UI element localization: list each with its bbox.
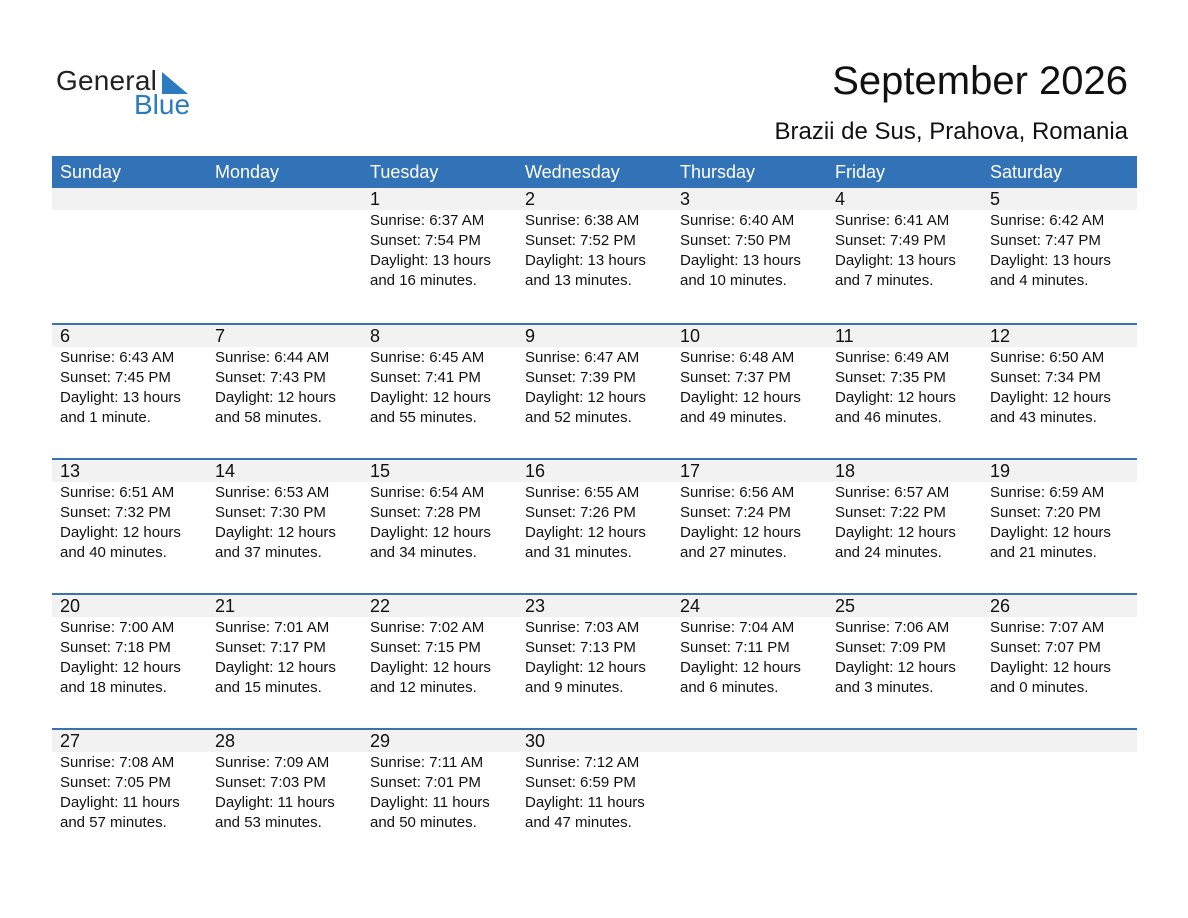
daylight-text: Daylight: 13 hours [835,252,956,269]
daylight-text: Daylight: 12 hours [680,389,801,406]
sun-info [982,617,1137,698]
daylight-text: Daylight: 12 hours [680,659,801,676]
daylight-minutes-text: and 15 minutes. [215,679,322,696]
day-number-band [672,460,827,482]
day-number-band [982,460,1137,482]
empty-day-cell [827,730,982,863]
day-number: 16 [525,461,546,481]
day-cell [207,595,362,728]
day-number: 11 [835,326,854,346]
sun-info [517,752,672,833]
sunset-text: Sunset: 7:54 PM [370,232,481,249]
daylight-minutes-text: and 49 minutes. [680,409,787,426]
day-number: 28 [215,731,236,751]
brand-logo [56,64,206,120]
day-number: 2 [525,189,536,209]
day-number: 30 [525,731,546,751]
daylight-minutes-text: and 31 minutes. [525,544,632,561]
sunset-text: Sunset: 7:35 PM [835,369,946,386]
day-number: 3 [680,189,691,209]
sunset-text: Sunset: 7:52 PM [525,232,636,249]
day-cell [827,460,982,593]
weekday-header-row [52,156,1137,188]
day-number: 5 [990,189,1001,209]
day-number-band [827,595,982,617]
weekday-header: Saturday [990,162,1063,182]
sun-info [517,482,672,563]
day-number: 1 [370,189,381,209]
sunrise-text: Sunrise: 6:44 AM [215,349,330,366]
day-number-band [827,188,982,210]
sunrise-text: Sunrise: 6:49 AM [835,349,950,366]
day-cell [207,460,362,593]
sunrise-text: Sunrise: 6:51 AM [60,484,175,501]
day-cell [517,595,672,728]
daylight-text: Daylight: 12 hours [525,659,646,676]
sunset-text: Sunset: 6:59 PM [525,774,636,791]
sunset-text: Sunset: 7:47 PM [990,232,1101,249]
day-number: 27 [60,731,81,751]
day-number: 14 [215,461,236,481]
sunrise-text: Sunrise: 6:53 AM [215,484,330,501]
sun-info [827,617,982,698]
empty-day-cell [207,188,362,323]
sunrise-text: Sunrise: 7:06 AM [835,619,950,636]
daylight-minutes-text: and 37 minutes. [215,544,322,561]
day-cell [52,325,207,458]
week-row [52,323,1137,458]
sunrise-text: Sunrise: 6:48 AM [680,349,795,366]
day-number: 29 [370,731,391,751]
daylight-text: Daylight: 12 hours [215,389,336,406]
daylight-text: Daylight: 12 hours [990,389,1111,406]
daylight-minutes-text: and 47 minutes. [525,814,632,831]
week-row [52,728,1137,863]
day-number-band [207,730,362,752]
sun-info [982,210,1137,291]
daylight-minutes-text: and 6 minutes. [680,679,779,696]
daylight-text: Daylight: 12 hours [370,389,491,406]
sunrise-text: Sunrise: 7:08 AM [60,754,175,771]
sun-info [517,210,672,291]
empty-day-cell [982,730,1137,863]
daylight-text: Daylight: 13 hours [680,252,801,269]
sunrise-text: Sunrise: 6:37 AM [370,212,485,229]
day-number-band [52,325,207,347]
daylight-minutes-text: and 3 minutes. [835,679,934,696]
sunset-text: Sunset: 7:24 PM [680,504,791,521]
daylight-minutes-text: and 13 minutes. [525,272,632,289]
day-number-band [982,730,1137,752]
sun-info [52,347,207,428]
day-cell [52,595,207,728]
sunrise-text: Sunrise: 7:07 AM [990,619,1105,636]
sun-info [207,482,362,563]
daylight-text: Daylight: 11 hours [370,794,490,811]
sunset-text: Sunset: 7:03 PM [215,774,326,791]
daylight-minutes-text: and 50 minutes. [370,814,477,831]
day-number: 8 [370,326,381,346]
day-number-band [827,730,982,752]
day-cell [207,325,362,458]
day-cell [982,325,1137,458]
day-number-band [672,325,827,347]
day-number-band [362,460,517,482]
daylight-text: Daylight: 12 hours [370,524,491,541]
day-number: 19 [990,461,1011,481]
sunset-text: Sunset: 7:22 PM [835,504,946,521]
day-cell [362,460,517,593]
weekday-header: Wednesday [525,162,620,182]
daylight-text: Daylight: 13 hours [990,252,1111,269]
sunset-text: Sunset: 7:05 PM [60,774,171,791]
day-number: 24 [680,596,701,616]
daylight-text: Daylight: 12 hours [525,524,646,541]
sunrise-text: Sunrise: 7:00 AM [60,619,175,636]
day-number-band [517,325,672,347]
sunrise-text: Sunrise: 7:11 AM [370,754,484,771]
sunset-text: Sunset: 7:32 PM [60,504,171,521]
sunrise-text: Sunrise: 7:03 AM [525,619,640,636]
sunset-text: Sunset: 7:26 PM [525,504,636,521]
sunset-text: Sunset: 7:15 PM [370,639,481,656]
daylight-minutes-text: and 57 minutes. [60,814,167,831]
day-cell [517,188,672,323]
day-number: 20 [60,596,81,616]
sun-info [207,752,362,833]
day-number-band [362,730,517,752]
page-title: September 2026 [832,59,1128,103]
sun-info [52,752,207,833]
weekday-header: Monday [215,162,280,182]
sunset-text: Sunset: 7:11 PM [680,639,790,656]
sun-info [982,482,1137,563]
sunset-text: Sunset: 7:18 PM [60,639,171,656]
sunrise-text: Sunrise: 7:09 AM [215,754,330,771]
day-cell [827,188,982,323]
day-number: 9 [525,326,536,346]
sun-info [827,210,982,291]
day-cell [982,188,1137,323]
day-number-band [207,460,362,482]
sun-info [517,617,672,698]
sunset-text: Sunset: 7:07 PM [990,639,1101,656]
day-number: 10 [680,326,701,346]
logo-text-blue: Blue [134,89,191,120]
day-cell [827,595,982,728]
daylight-text: Daylight: 13 hours [525,252,646,269]
sunset-text: Sunset: 7:43 PM [215,369,326,386]
sunset-text: Sunset: 7:13 PM [525,639,636,656]
daylight-minutes-text: and 52 minutes. [525,409,632,426]
sun-info [52,617,207,698]
daylight-text: Daylight: 12 hours [370,659,491,676]
sun-info [362,347,517,428]
calendar-grid [52,156,1137,863]
sun-info [982,347,1137,428]
weekday-header: Thursday [680,162,756,182]
sun-info [362,752,517,833]
daylight-text: Daylight: 12 hours [215,659,336,676]
day-number: 18 [835,461,856,481]
daylight-minutes-text: and 4 minutes. [990,272,1089,289]
daylight-text: Daylight: 13 hours [370,252,491,269]
sunrise-text: Sunrise: 6:47 AM [525,349,640,366]
day-number: 7 [215,326,226,346]
day-cell [517,730,672,863]
day-cell [362,325,517,458]
sunset-text: Sunset: 7:37 PM [680,369,791,386]
empty-day-cell [52,188,207,323]
sunset-text: Sunset: 7:20 PM [990,504,1101,521]
day-cell [517,325,672,458]
day-number: 15 [370,461,391,481]
sun-info [672,482,827,563]
daylight-minutes-text: and 27 minutes. [680,544,787,561]
sunrise-text: Sunrise: 6:56 AM [680,484,795,501]
daylight-text: Daylight: 12 hours [680,524,801,541]
day-number: 23 [525,596,546,616]
sunrise-text: Sunrise: 7:02 AM [370,619,485,636]
day-number: 12 [990,326,1011,346]
sun-info [52,482,207,563]
sunset-text: Sunset: 7:28 PM [370,504,481,521]
sun-info [362,617,517,698]
sun-info [517,347,672,428]
sunrise-text: Sunrise: 6:38 AM [525,212,640,229]
daylight-text: Daylight: 12 hours [990,659,1111,676]
sun-info [362,210,517,291]
day-number-band [672,595,827,617]
weekday-header: Tuesday [370,162,439,182]
day-number: 17 [680,461,701,481]
sunset-text: Sunset: 7:17 PM [215,639,326,656]
day-number-band [982,188,1137,210]
day-cell [827,325,982,458]
day-number-band [207,188,362,210]
sunrise-text: Sunrise: 6:50 AM [990,349,1105,366]
daylight-minutes-text: and 16 minutes. [370,272,477,289]
day-number-band [362,595,517,617]
sunset-text: Sunset: 7:41 PM [370,369,481,386]
day-number-band [982,595,1137,617]
day-number-band [52,730,207,752]
sunset-text: Sunset: 7:30 PM [215,504,326,521]
day-cell [982,595,1137,728]
daylight-text: Daylight: 12 hours [60,524,181,541]
day-cell [672,325,827,458]
sun-info [827,347,982,428]
daylight-text: Daylight: 12 hours [60,659,181,676]
day-cell [517,460,672,593]
sunrise-text: Sunrise: 6:40 AM [680,212,795,229]
day-number-band [207,595,362,617]
daylight-minutes-text: and 34 minutes. [370,544,477,561]
daylight-minutes-text: and 0 minutes. [990,679,1089,696]
daylight-minutes-text: and 40 minutes. [60,544,167,561]
sunset-text: Sunset: 7:39 PM [525,369,636,386]
daylight-text: Daylight: 11 hours [60,794,180,811]
day-number: 13 [60,461,81,481]
daylight-minutes-text: and 12 minutes. [370,679,477,696]
daylight-text: Daylight: 11 hours [525,794,645,811]
sunset-text: Sunset: 7:34 PM [990,369,1101,386]
sunrise-text: Sunrise: 6:41 AM [835,212,950,229]
day-number-band [672,188,827,210]
sun-info [672,210,827,291]
day-number-band [982,325,1137,347]
daylight-minutes-text: and 7 minutes. [835,272,934,289]
sun-info [362,482,517,563]
sunrise-text: Sunrise: 7:12 AM [525,754,640,771]
sunset-text: Sunset: 7:49 PM [835,232,946,249]
day-number-band [362,325,517,347]
day-cell [207,730,362,863]
sunrise-text: Sunrise: 6:42 AM [990,212,1105,229]
daylight-minutes-text: and 1 minute. [60,409,151,426]
day-cell [362,595,517,728]
logo-text-general: General [56,65,158,96]
daylight-minutes-text: and 21 minutes. [990,544,1097,561]
weekday-header: Friday [835,162,886,182]
sunrise-text: Sunrise: 6:55 AM [525,484,640,501]
sun-info [672,347,827,428]
day-number-band [672,730,827,752]
sunrise-text: Sunrise: 6:43 AM [60,349,175,366]
daylight-text: Daylight: 11 hours [215,794,335,811]
daylight-minutes-text: and 43 minutes. [990,409,1097,426]
day-number: 6 [60,326,71,346]
daylight-minutes-text: and 53 minutes. [215,814,322,831]
day-number-band [517,730,672,752]
daylight-minutes-text: and 9 minutes. [525,679,624,696]
sunset-text: Sunset: 7:01 PM [370,774,481,791]
sun-info [827,482,982,563]
day-number: 26 [990,596,1011,616]
daylight-minutes-text: and 55 minutes. [370,409,477,426]
sunrise-text: Sunrise: 6:59 AM [990,484,1105,501]
day-cell [672,460,827,593]
sun-info [207,617,362,698]
day-cell [52,730,207,863]
sunrise-text: Sunrise: 6:45 AM [370,349,485,366]
day-number-band [827,325,982,347]
daylight-text: Daylight: 12 hours [525,389,646,406]
day-number-band [517,460,672,482]
day-number-band [52,460,207,482]
sunset-text: Sunset: 7:45 PM [60,369,171,386]
daylight-minutes-text: and 58 minutes. [215,409,322,426]
weekday-header: Sunday [60,162,122,182]
day-number-band [207,325,362,347]
sunset-text: Sunset: 7:50 PM [680,232,791,249]
week-row [52,458,1137,593]
day-cell [362,188,517,323]
sunrise-text: Sunrise: 6:57 AM [835,484,950,501]
day-number: 22 [370,596,391,616]
daylight-minutes-text: and 18 minutes. [60,679,167,696]
daylight-text: Daylight: 12 hours [835,524,956,541]
weeks-container [52,188,1137,863]
week-row [52,593,1137,728]
empty-day-cell [672,730,827,863]
daylight-text: Daylight: 12 hours [990,524,1111,541]
sunrise-text: Sunrise: 6:54 AM [370,484,485,501]
day-cell [362,730,517,863]
week-row [52,188,1137,323]
day-number: 4 [835,189,846,209]
sunset-text: Sunset: 7:09 PM [835,639,946,656]
day-number: 21 [215,596,236,616]
sun-info [672,617,827,698]
day-number-band [517,595,672,617]
daylight-minutes-text: and 46 minutes. [835,409,942,426]
day-cell [52,460,207,593]
daylight-text: Daylight: 12 hours [835,659,956,676]
day-number: 25 [835,596,856,616]
day-number-band [827,460,982,482]
day-cell [672,188,827,323]
daylight-minutes-text: and 24 minutes. [835,544,942,561]
daylight-text: Daylight: 13 hours [60,389,181,406]
sun-info [207,347,362,428]
day-number-band [362,188,517,210]
daylight-text: Daylight: 12 hours [835,389,956,406]
day-cell [672,595,827,728]
daylight-minutes-text: and 10 minutes. [680,272,787,289]
day-number-band [52,595,207,617]
sunrise-text: Sunrise: 7:01 AM [215,619,330,636]
day-number-band [517,188,672,210]
day-cell [982,460,1137,593]
sunrise-text: Sunrise: 7:04 AM [680,619,795,636]
day-number-band [52,188,207,210]
daylight-text: Daylight: 12 hours [215,524,336,541]
location-subtitle: Brazii de Sus, Prahova, Romania [774,118,1128,145]
